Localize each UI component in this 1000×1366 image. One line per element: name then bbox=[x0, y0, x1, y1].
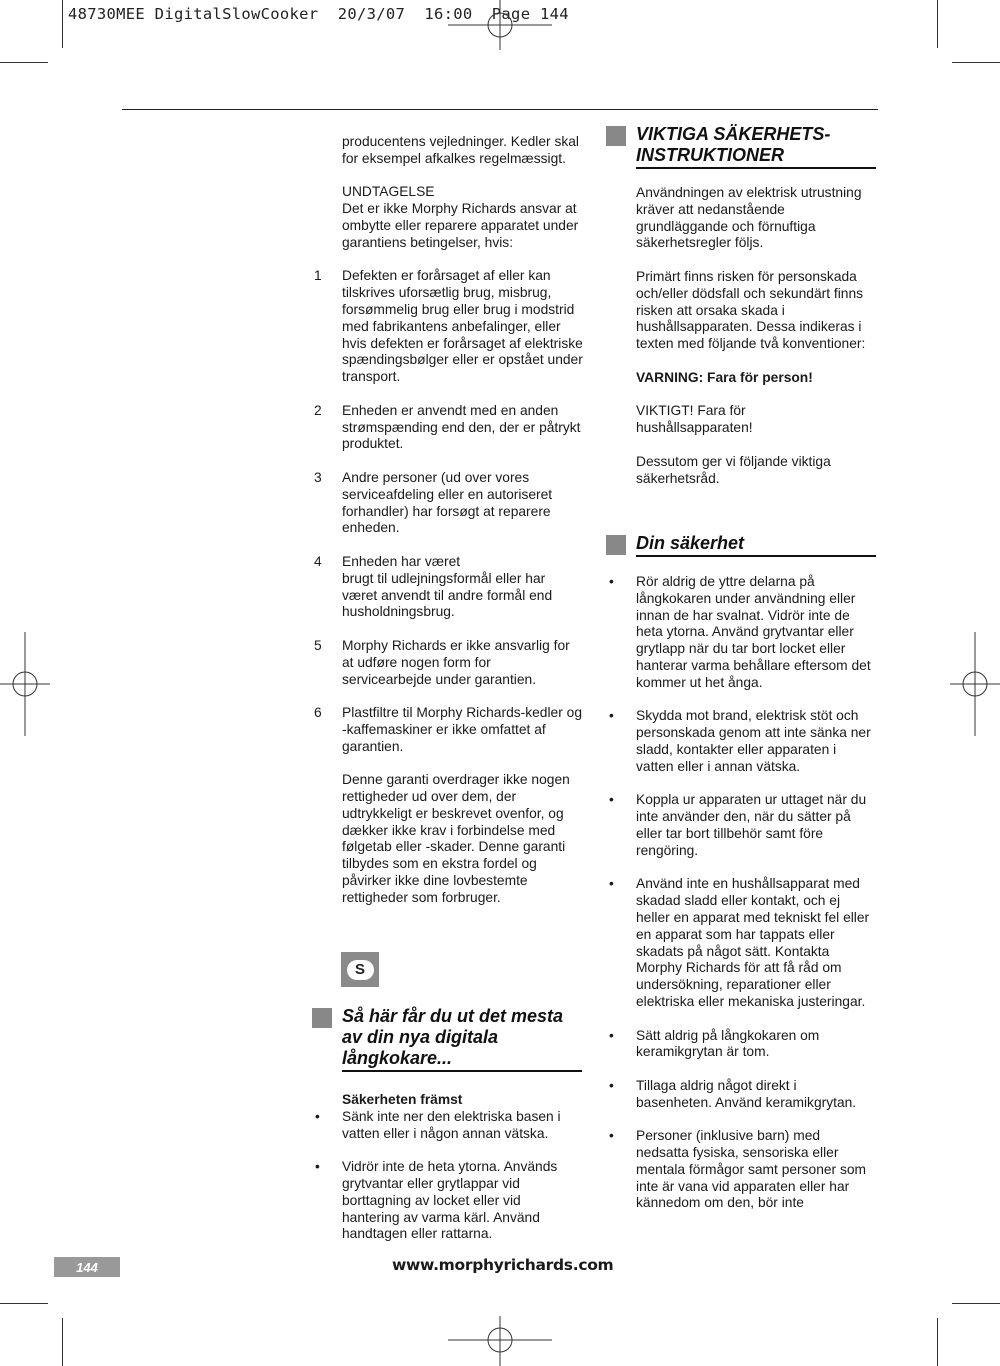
crop-mark bbox=[62, 0, 63, 48]
list-text: Andre personer (ud over vores serviceafdeling eller en autoriseret forhandler) har forsøgt at reparere enheden. bbox=[342, 469, 553, 536]
bullet-item bbox=[609, 1027, 876, 1062]
bullet-icon: • bbox=[315, 1159, 320, 1175]
print-slug-header: 48730MEE DigitalSlowCooker 20/3/07 16:00 Page 144 bbox=[68, 5, 569, 23]
right-safety-section bbox=[609, 533, 876, 1212]
list-item bbox=[314, 637, 584, 688]
page-number-badge bbox=[54, 1257, 120, 1277]
crop-mark bbox=[937, 0, 938, 48]
crop-mark bbox=[0, 1303, 48, 1304]
bullet-item bbox=[609, 876, 876, 1010]
closing-paragraph: Denne garanti overdrager ikke nogen rettigheder ud over dem, der udtrykkeligt er beskrevet ovenfor, og dækker ikke krav i forbindelse med følgetab eller -skader. Denne garanti tilbydes som en ekstra fordel og påvirker ikke dine lovbestemte rettigheder som forbruger. bbox=[342, 772, 570, 905]
crop-mark bbox=[952, 62, 1000, 63]
bullet-text: Sänk inte ner den elektriska basen i vatten eller i någon annan vätska. bbox=[342, 1108, 561, 1141]
bullet-item bbox=[609, 574, 876, 692]
bullet-item bbox=[315, 1108, 582, 1143]
bullet-item bbox=[609, 1077, 876, 1112]
list-item bbox=[314, 705, 584, 755]
paragraph: Användningen av elektrisk utrustning kräver att nedanstående grundläggande och förnuftiga säkerhetsregler följs. bbox=[636, 185, 862, 251]
right-column bbox=[636, 124, 876, 487]
list-item bbox=[314, 553, 584, 621]
section-heading bbox=[636, 533, 876, 557]
list-number: 2 bbox=[314, 402, 322, 418]
bullet-text: Använd inte en hushållsapparat med skadad sladd eller kontakt, och ej heller en apparat med tekniskt fel eller en apparat som har tappats eller skadats på något sätt. Kontakta Morphy Richards för att få råd om undersökning, reparationer eller elektriska eller mekaniska justeringar. bbox=[636, 876, 870, 1009]
bullet-icon: • bbox=[315, 1108, 320, 1124]
section-heading-text: VIKTIGA SÄKERHETS-INSTRUKTIONER bbox=[636, 124, 876, 169]
bullet-text: Personer (inklusive barn) med nedsatta fysiska, sensoriska eller mentala förmågor samt personer som inte är vana vid apparaten eller har kännedom om den, bör inte bbox=[636, 1128, 867, 1211]
section-heading-text: Så här får du ut det mesta av din nya digitala långkokare... bbox=[342, 1006, 582, 1072]
bullet-text: Skydda mot brand, elektrisk stöt och personskada genom att inte sänka ner sladd, kontakter eller apparaten i vatten eller i annan vätska. bbox=[636, 708, 871, 774]
crop-mark bbox=[937, 1318, 938, 1366]
list-text: brugt til udlejningsformål eller har været anvendt til andre formål end husholdningsbrug. bbox=[342, 570, 553, 620]
website-url: www.morphyrichards.com bbox=[392, 1256, 614, 1274]
bullet-text: Vidrör inte de heta ytorna. Används grytvantar eller grytlappar vid borttagning av locket eller vid hantering av varma kärl. Använd handtagen eller rattarna. bbox=[342, 1159, 558, 1242]
crop-mark bbox=[62, 1318, 63, 1366]
bullet-text: Koppla ur apparaten ur uttaget när du inte använder den, när du sätter på eller tar bort tillbehör samt före rengöring. bbox=[636, 792, 867, 858]
list-number: 6 bbox=[314, 705, 322, 721]
bullet-icon: • bbox=[609, 1128, 614, 1144]
warning-text: VARNING: Fara för person! bbox=[636, 369, 813, 385]
list-text-line: Enheden har været bbox=[342, 553, 461, 569]
list-number: 3 bbox=[314, 469, 322, 485]
intro-paragraph: producentens vejledninger. Kedler skal for eksempel afkalkes regelmæssigt. bbox=[342, 134, 579, 166]
section-heading bbox=[342, 1006, 582, 1072]
bullet-item bbox=[609, 708, 876, 775]
bullet-text: Tillaga aldrig något direkt i basenheten. Använd keramikgrytan. bbox=[636, 1077, 857, 1110]
bullet-item bbox=[609, 792, 876, 859]
bullet-icon: • bbox=[609, 1027, 614, 1043]
registration-mark-icon bbox=[448, 1316, 552, 1366]
language-badge-label: S bbox=[347, 960, 374, 980]
list-item bbox=[314, 469, 584, 537]
language-badge bbox=[341, 952, 379, 987]
list-item bbox=[314, 402, 584, 453]
list-text: Morphy Richards er ikke ansvarlig for at udføre nogen form for servicearbejde under garantien. bbox=[342, 637, 570, 687]
exception-title: UNDTAGELSE bbox=[342, 184, 435, 200]
paragraph: Primärt finns risken för personskada och/eller dödsfall och sekundärt finns risken att orsaka skada i hushållsapparaten. Dessa indikeras i texten med följande två konventioner: bbox=[636, 268, 866, 352]
subheading: Säkerheten främst bbox=[342, 1092, 463, 1107]
heading-square-icon bbox=[606, 535, 626, 555]
list-text: Plastfiltre til Morphy Richards-kedler og -kaffemaskiner er ikke omfattet af garantien. bbox=[342, 705, 582, 754]
bullet-item bbox=[315, 1159, 582, 1243]
list-number: 5 bbox=[314, 637, 322, 653]
list-number: 4 bbox=[314, 553, 322, 569]
left-column bbox=[314, 134, 584, 907]
bullet-item bbox=[609, 1128, 876, 1212]
list-text: Enheden er anvendt med en anden strømspænding end den, der er påtrykt produktet. bbox=[342, 402, 581, 452]
registration-mark-icon bbox=[448, 0, 552, 50]
list-number: 1 bbox=[314, 268, 322, 284]
bullet-icon: • bbox=[609, 1077, 614, 1093]
bullet-icon: • bbox=[609, 792, 614, 808]
crop-mark bbox=[952, 1303, 1000, 1304]
registration-mark-icon bbox=[0, 632, 50, 736]
list-text: Defekten er forårsaget af eller kan tilskrives uforsætlig brug, misbrug, forsømmelig brug eller brug i modstrid med fabrikantens anbefalinger, eller hvis defekten er forårsaget af elektriske spændingsbølger eller er opstået under transport. bbox=[342, 268, 583, 385]
page-number: 144 bbox=[76, 1259, 98, 1275]
bullet-icon: • bbox=[609, 876, 614, 892]
exception-paragraph: Det er ikke Morphy Richards ansvar at ombytte eller reparere apparatet under garantiens betingelser, hvis: bbox=[342, 201, 579, 250]
bullet-text: Rör aldrig de yttre delarna på långkokaren under användning eller innan de har svalnat. Vidrör inte de heta ytorna. Använd grytvantar eller grytlapp när du tar bort locket eller hanterar varma behållare eftersom det kommer ut het ånga. bbox=[636, 574, 871, 690]
top-rule bbox=[122, 109, 878, 110]
left-safety-section bbox=[315, 1006, 582, 1243]
registration-mark-icon bbox=[950, 632, 1000, 736]
crop-mark bbox=[0, 62, 48, 63]
bullet-text: Sätt aldrig på långkokaren om keramikgrytan är tom. bbox=[636, 1027, 820, 1060]
important-text: VIKTIGT! Fara för hushållsapparaten! bbox=[636, 403, 753, 436]
bullet-icon: • bbox=[609, 574, 614, 589]
heading-square-icon bbox=[606, 126, 626, 146]
bullet-icon: • bbox=[609, 708, 614, 724]
section-heading-text: Din säkerhet bbox=[636, 533, 876, 557]
section-heading bbox=[636, 124, 876, 169]
list-item bbox=[314, 268, 584, 386]
heading-square-icon bbox=[312, 1008, 332, 1028]
paragraph: Dessutom ger vi följande viktiga säkerhetsråd. bbox=[636, 453, 831, 486]
